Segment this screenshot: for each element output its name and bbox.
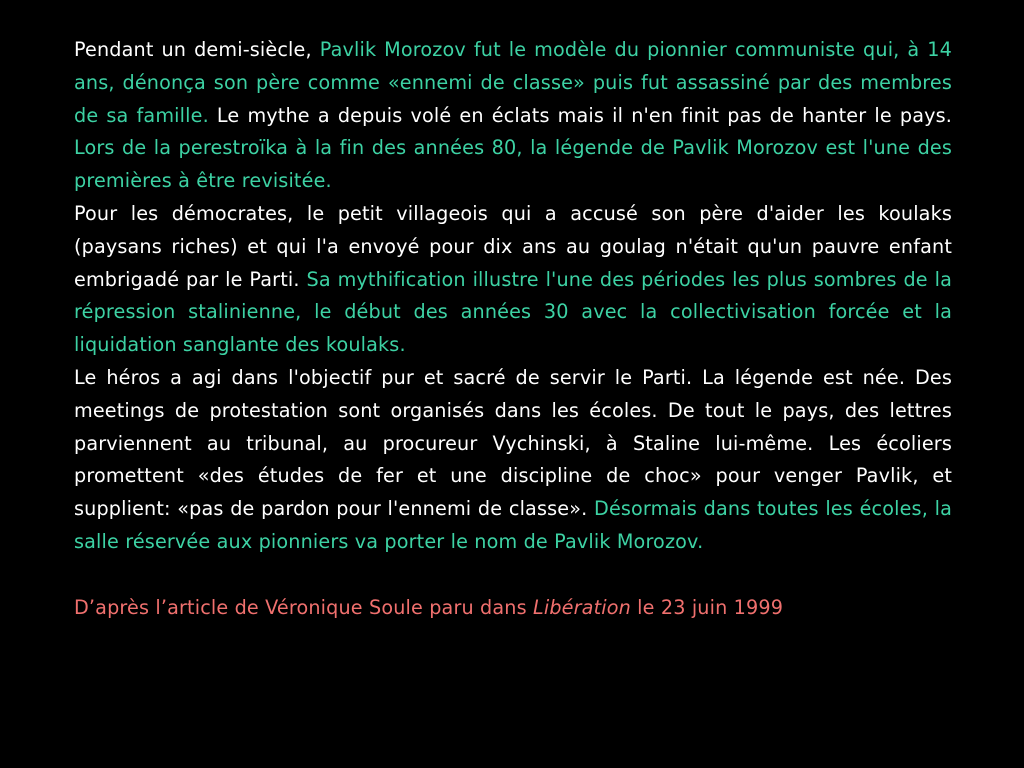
highlighted-text-segment: Désormais dans toutes les écoles, la salle réservée aux pionniers va porter le nom de Pavlik Morozov.: [74, 497, 952, 553]
highlighted-text-segment: Sa mythification illustre l'une des périodes les plus sombres de la répression stalinienne, le début des années 30 avec la collectivisation forcée et la liquidation sanglante des koulaks.: [74, 267, 952, 357]
highlighted-text-segment: Pavlik Morozov fut le modèle du pionnier communiste qui, à 14 ans, dénonça son père comme «ennemi de classe» puis fut assassiné par des membres de sa famille.: [74, 38, 952, 127]
paragraph: [74, 198, 952, 362]
slide-body: [74, 34, 952, 624]
text-segment: Le héros a agi dans l'objectif pur et sacré de servir le Parti. La légende est née. Des meetings de protestation sont organisés dans les écoles. De tout le pays, des lettres parviennent au tribunal, au procureur Vychinski, à Staline lui-même. Les écoliers promettent «des études de fer et une discipline de choc» pour venger Pavlik, et supplient: «pas de pardon pour l'ennemi de classe».: [74, 365, 952, 521]
text-segment: Pour les démocrates, le petit villageois qui a accusé son père d'aider les koulaks (paysans riches) et qui l'a envoyé pour dix ans au goulag n'était qu'un pauvre enfant embrigadé par le Parti.: [74, 201, 952, 291]
source-publication: Libération: [533, 595, 631, 619]
source-citation: [74, 592, 952, 625]
source-suffix: le 23 juin 1999: [630, 595, 784, 619]
paragraph: [74, 34, 952, 198]
paragraph-spacer: [74, 559, 952, 592]
text-segment: Pendant un demi-siècle,: [74, 38, 320, 61]
text-segment: Le mythe a depuis volé en éclats mais il n'en finit pas de hanter le pays.: [208, 103, 953, 127]
paragraph: [74, 362, 952, 559]
highlighted-text-segment: Lors de la perestroïka à la fin des années 80, la légende de Pavlik Morozov est l'une des premières à être revisitée.: [74, 136, 952, 193]
source-prefix: D’après l’article de Véronique Soule paru dans: [74, 595, 534, 619]
